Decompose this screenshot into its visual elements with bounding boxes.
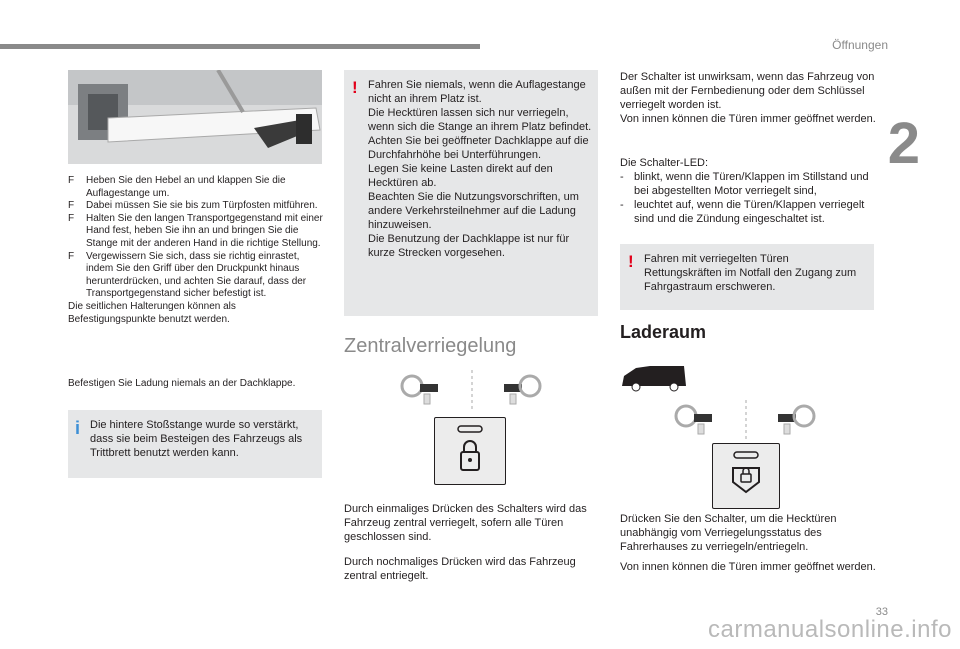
dashboard-switch-illustration	[392, 370, 552, 410]
list-item: F Vergewissern Sie sich, dass sie richtig einrastet, indem Sie den Griff über den Druckpunkt hinaus herunterdrücken, und achten Sie darauf, dass der Transportgegenstand sicher befestigt ist.	[68, 250, 307, 300]
led-list: Die Schalter-LED: - blinkt, wenn die Türen/Klappen im Stillstand und bei abgestellten Motor verriegelt sind, - leuchtet auf, wenn die Türen/Klappen verriegelt sind und die Zündung eingeschaltet ist.	[620, 156, 876, 226]
list-item: F Dabei müssen Sie sie bis zum Türpfosten mitführen.	[68, 200, 318, 212]
van-icon	[620, 360, 688, 392]
section-title: Öffnungen	[832, 38, 888, 52]
body-text: Durch einmaliges Drücken des Schalters wird das Fahrzeug zentral verriegelt, sofern alle Türen geschlossen sind.	[344, 503, 587, 543]
header-bar	[0, 44, 480, 49]
warning-note: ! Fahren Sie niemals, wenn die Auflagestange nicht an ihrem Platz ist. Die Hecktüren lassen sich nur verriegeln, wenn sich die Stange an ihrem Platz befindet. Achten Sie bei geöffneter Dachklappe auf die Durchfahrhöhe bei Unterführungen. Legen Sie keine Lasten direkt auf den Hecktüren ab. Beachten Sie die Nutzungsvorschriften, um andere Verkehrsteilnehmer auf die Ladung hinzuweisen. Die Benutzung der Dachklappe ist nur für kurze Strecken vorgesehen.	[344, 70, 598, 316]
info-icon: i	[75, 418, 81, 438]
warning-icon: !	[352, 78, 358, 97]
warning-icon: !	[628, 252, 634, 271]
cargo-lock-icon	[713, 444, 779, 508]
list-item: F Heben Sie den Hebel an und klappen Sie die Auflagestange um.	[68, 175, 286, 199]
info-note: i Die hintere Stoßstange wurde so verstärkt, dass sie beim Besteigen des Fahrzeugs als Trittbrett benutzt werden kann.	[68, 410, 322, 478]
list-item: - leuchtet auf, wenn die Türen/Klappen verriegelt sind und die Zündung eingeschaltet ist.	[620, 199, 865, 225]
instruction-list	[68, 175, 324, 326]
cargo-lock-switch	[712, 443, 780, 509]
watermark: carmanualsonline.info	[708, 616, 952, 643]
body-text: Drücken Sie den Schalter, um die Hecktüren unabhängig vom Verriegelungsstatus des Fahrerhauses zu verriegeln/entriegeln.	[620, 513, 837, 553]
body-text: Die seitlichen Halterungen können als Befestigungspunkte benutzt werden.	[68, 300, 236, 325]
page-number: 33	[875, 606, 888, 618]
body-text: Befestigen Sie Ladung niemals an der Dachklappe.	[68, 378, 296, 389]
heading-laderaum: Laderaum	[620, 322, 707, 342]
list-item: - blinkt, wenn die Türen/Klappen im Stillstand und bei abgestellten Motor verriegelt sind,	[620, 171, 869, 197]
body-text: Von innen können die Türen immer geöffnet werden.	[620, 561, 876, 573]
dashboard-switch-illustration	[666, 400, 826, 440]
warning-note: ! Fahren mit verriegelten Türen Rettungskräften im Notfall den Zugang zum Fahrgastraum erschweren.	[620, 244, 874, 310]
body-text: Durch nochmaliges Drücken wird das Fahrzeug zentral entriegelt.	[344, 556, 576, 582]
list-item: F Halten Sie den langen Transportgegenstand mit einer Hand fest, heben Sie ihn an und bringen Sie die Stange mit der anderen Hand in die richtige Stellung.	[68, 212, 323, 249]
body-text: Der Schalter ist unwirksam, wenn das Fahrzeug von außen mit der Fernbedienung oder dem Schlüssel verriegelt worden ist. Von innen können die Türen immer geöffnet werden.	[620, 71, 876, 125]
lock-icon	[435, 418, 505, 484]
central-lock-switch	[434, 417, 506, 485]
chapter-number: 2	[887, 111, 920, 176]
roof-bar-illustration	[68, 70, 322, 164]
heading-zentralverriegelung: Zentralverriegelung	[344, 335, 517, 357]
